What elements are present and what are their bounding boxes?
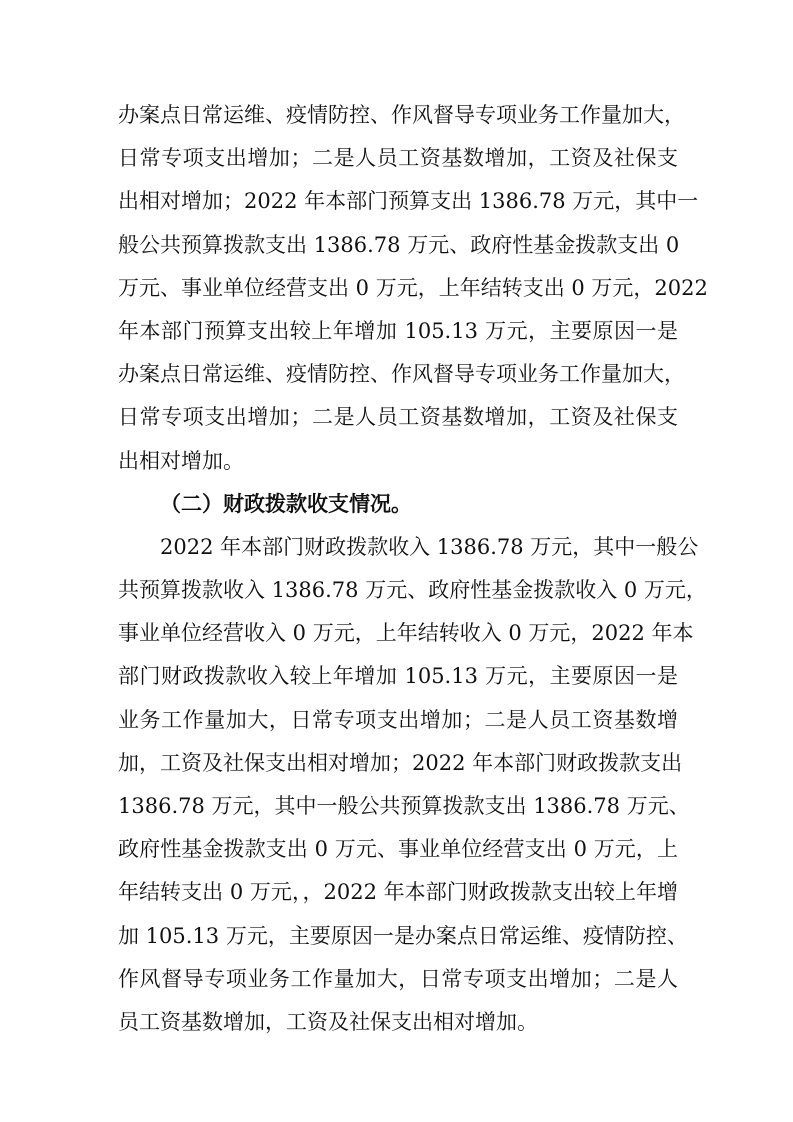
text-line: 作风督导专项业务工作量加大，日常专项支出增加；二是人 [118,966,678,991]
text-line: 加 105.13 万元，主要原因一是办案点日常运维、疫情防控、 [118,923,688,948]
document-page [118,94,708,1044]
text-line: 日常专项支出增加；二是人员工资基数增加，工资及社保支 [118,405,678,430]
text-line: 日常专项支出增加；二是人员工资基数增加，工资及社保支 [118,146,678,171]
text-line: 政府性基金拨款支出 0 万元、事业单位经营支出 0 万元，上 [118,837,678,862]
text-line: 共预算拨款收入 1386.78 万元、政府性基金拨款收入 0 万元， [118,578,707,603]
text-line: 万元、事业单位经营支出 0 万元，上年结转支出 0 万元，2022 [118,275,708,300]
paragraph-fiscal-appropriation [118,526,707,1044]
text-line: 办案点日常运维、疫情防控、作风督导专项业务工作量加大， [118,362,685,387]
text-line: 部门财政拨款收入较上年增加 105.13 万元，主要原因一是 [118,664,678,689]
text-line: 事业单位经营收入 0 万元，上年结转收入 0 万元，2022 年本 [118,621,694,646]
text-line: 员工资基数增加，工资及社保支出相对增加。 [118,1009,538,1034]
text-line: 年结转支出 0 万元，，2022 年本部门财政拨款支出较上年增 [118,880,678,905]
text-line: 办案点日常运维、疫情防控、作风督导专项业务工作量加大， [118,103,685,127]
text-line: 般公共预算拨款支出 1386.78 万元、政府性基金拨款支出 0 [118,232,680,257]
text-line: 业务工作量加大，日常专项支出增加；二是人员工资基数增 [118,707,678,732]
text-line: 出相对增加；2022 年本部门预算支出 1386.78 万元，其中一 [118,189,699,214]
text-line: 加，工资及社保支出相对增加；2022 年本部门财政拨款支出 [118,750,683,775]
paragraph-budget-expenditure [118,94,708,483]
section-heading: （二）财政拨款收支情况。 [160,491,412,516]
text-line: 2022 年本部门财政拨款收入 1386.78 万元，其中一般公 [160,534,699,559]
text-line: 年本部门预算支出较上年增加 105.13 万元，主要原因一是 [118,318,678,343]
text-line: 1386.78 万元，其中一般公共预算拨款支出 1386.78 万元、 [118,794,690,818]
text-line: 出相对增加。 [118,448,244,473]
